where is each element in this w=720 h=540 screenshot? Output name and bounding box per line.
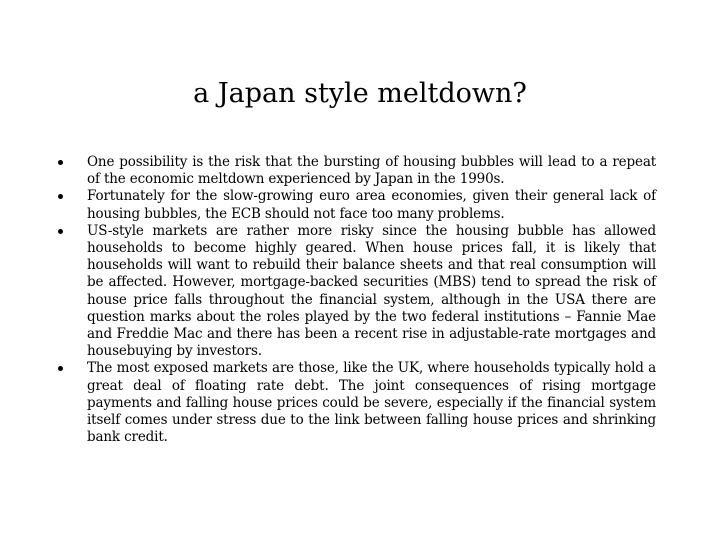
bullet-item: [56, 223, 656, 361]
bullet-item: [56, 188, 656, 222]
bullet-icon: [58, 229, 63, 234]
slide-title: a Japan style meltdown?: [193, 78, 527, 109]
bullet-icon: [58, 366, 63, 371]
bullet-item: [56, 154, 656, 188]
bullet-icon: [58, 160, 63, 165]
bullet-item: [56, 360, 656, 446]
bullet-text: US-style markets are rather more risky since the housing bubble has allowed households to become highly geared. When house prices fall, it is likely that households will want to rebuild their balance sheets and that real consumption will be affected. However, mortgage-backed securities (MBS) tend to spread the risk of house price falls throughout the financial system, although in the USA there are question marks about the roles played by the two federal institutions – Fannie Mae and Freddie Mac and there has been a recent rise in adjustable-rate mortgages and housebuying by investors.: [87, 222, 656, 360]
bullet-text: The most exposed markets are those, like the UK, where households typically hold a great deal of floating rate debt. The joint consequences of rising mortgage payments and falling house prices could be severe, especially if the financial system itself comes under stress due to the link between falling house prices and shrinking bank credit.: [87, 360, 656, 446]
bullet-list: [56, 154, 656, 446]
bullet-icon: [58, 194, 63, 199]
bullet-text: One possibility is the risk that the bursting of housing bubbles will lead to a repeat of the economic meltdown experienced by Japan in the 1990s.: [87, 154, 656, 188]
bullet-text: Fortunately for the slow-growing euro area economies, given their general lack of housing bubbles, the ECB should not face too many problems.: [87, 188, 656, 222]
